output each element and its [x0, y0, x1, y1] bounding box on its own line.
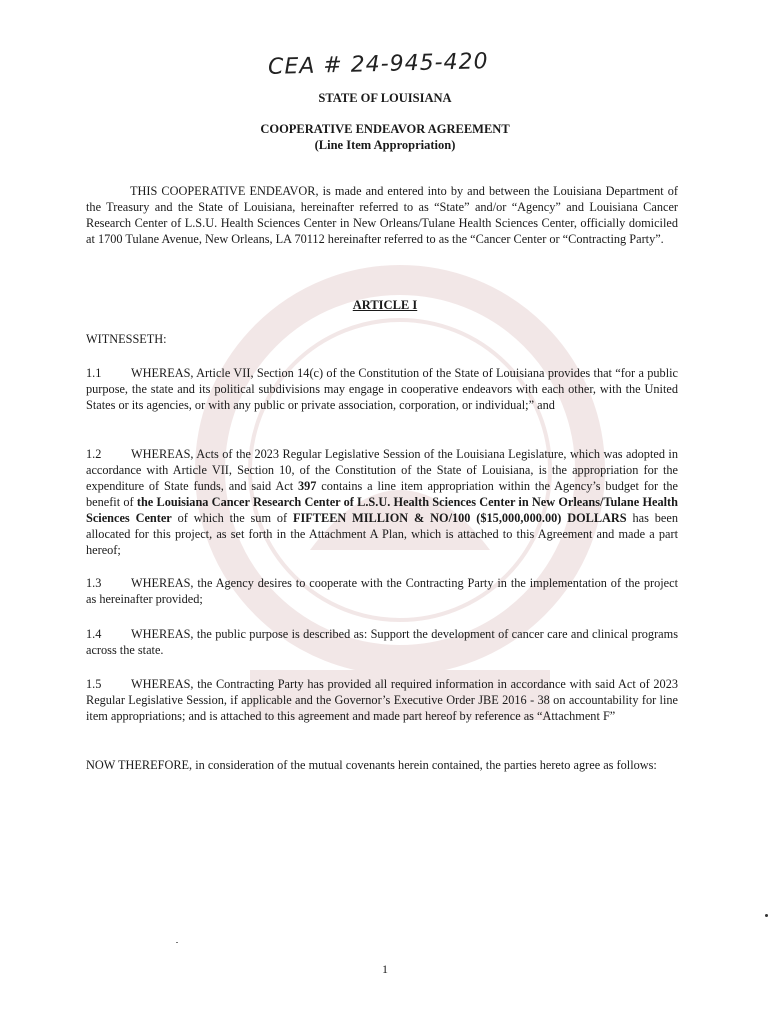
intro-paragraph: THIS COOPERATIVE ENDEAVOR, is made and entered into by and between the Louisiana Department of the Treasury and the State of Louisiana, hereinafter referred to as “State” and/or “Agency” and Louisiana Cancer Research Center of L.S.U. Health Sciences Center in New Orleans/Tulane Health Sciences Center, officially domiciled at 1700 Tulane Avenue, New Orleans, LA 70112 hereinafter referred to as the “Cancer Center or “Contracting Party”. [86, 184, 678, 246]
scan-speck [765, 914, 768, 917]
section-1-5: 1.5 WHEREAS, the Contracting Party has provided all required information in accordance with said Act of 2023 Regular Legislative Session, if applicable and the Governor’s Executive Order JBE 2016 - 38 on accountability for line item appropriations; and is attached to this agreement and made part hereof by reference as “Attachment F” [86, 677, 678, 723]
section-1-2: 1.2 WHEREAS, Acts of the 2023 Regular Legislative Session of the Louisiana Legislature, which was adopted in accordance with Article VII, Section 10, of the Constitution of the State of Louisiana, is the appropriation for the expenditure of State funds, and said Act 397 contains a line item appropriation within the Agency’s budget for the benefit of the Louisiana Cancer Research Center of L.S.U. Health Sciences Center in New Orleans/Tulane Health Sciences Center of which the sum of FIFTEEN MILLION & NO/100 ($15,000,000.00) DOLLARS has been allocated for this project, as set forth in the Attachment A Plan, which is attached to this Agreement and made a part hereof; [86, 447, 678, 557]
article-heading: ARTICLE I [352, 298, 418, 312]
document-title: COOPERATIVE ENDEAVOR AGREEMENT [260, 122, 510, 136]
document-subtitle: (Line Item Appropriation) [314, 138, 456, 152]
handwritten-contract-number: CEA # 24-945-420 [267, 49, 489, 80]
section-number: 1.2 [86, 447, 102, 461]
beneficiary-name: the Louisiana Cancer Research Center of L.S.U. Health Sciences Center in New Orleans/Tulane Health Sciences Center [86, 495, 678, 525]
page-number: 1 [382, 962, 388, 976]
section-number: 1.4 [86, 627, 102, 641]
section-1-1: 1.1 WHEREAS, Article VII, Section 14(c) of the Constitution of the State of Louisiana provides that “for a public purpose, the state and its political subdivisions may engage in cooperative endeavors with each other, with the United States or its agencies, or with any public or private association, corporation, or individual;” and [86, 366, 678, 412]
act-number: 397 [297, 479, 317, 493]
section-1-4: 1.4 WHEREAS, the public purpose is described as: Support the development of cancer care and clinical programs across the state. [86, 627, 678, 657]
now-therefore-paragraph: NOW THEREFORE, in consideration of the mutual covenants herein contained, the parties hereto agree as follows: [86, 758, 657, 772]
state-heading: STATE OF LOUISIANA [318, 91, 452, 105]
section-1-3: 1.3 WHEREAS, the Agency desires to cooperate with the Contracting Party in the implementation of the project as hereinafter provided; [86, 576, 678, 606]
scan-speck [176, 942, 178, 943]
witnesseth-label: WITNESSETH: [86, 332, 167, 346]
section-number: 1.3 [86, 576, 102, 590]
section-number: 1.1 [86, 366, 102, 380]
section-number: 1.5 [86, 677, 102, 691]
allocated-amount: FIFTEEN MILLION & NO/100 ($15,000,000.00) DOLLARS [292, 511, 627, 525]
